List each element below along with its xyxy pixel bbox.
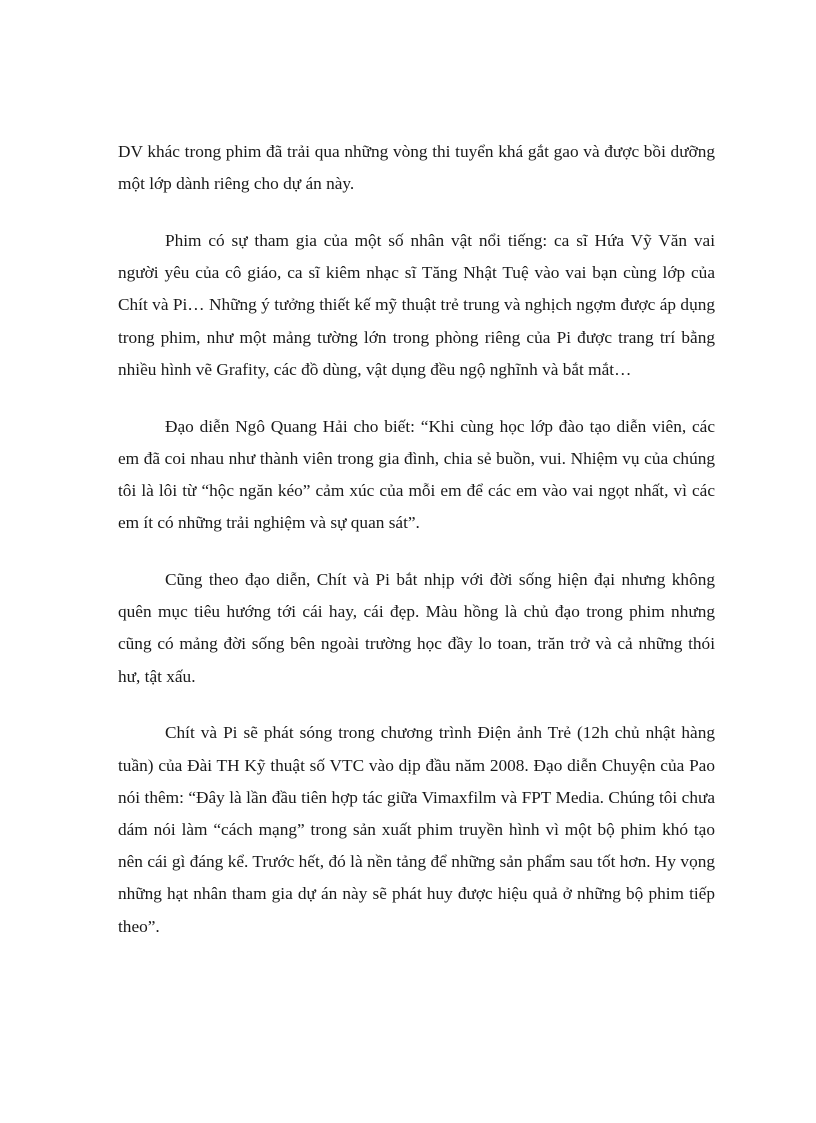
paragraph-broadcast: Chít và Pi sẽ phát sóng trong chương trình Điện ảnh Trẻ (12h chủ nhật hàng tuần) của Đài TH Kỹ thuật số VTC vào dịp đầu năm 2008. Đạo diễn Chuyện của Pao nói thêm: “Đây là lần đầu tiên hợp tác giữa Vimaxfilm và FPT Media. Chúng tôi chưa dám nói làm “cách mạng” trong sản xuất phim truyền hình vì một bộ phim khó tạo nên cái gì đáng kể. Trước hết, đó là nền tảng để những sản phẩm sau tốt hơn. Hy vọng những hạt nhân tham gia dự án này sẽ phát huy được hiệu quả ở những bộ phim tiếp theo”. xyxy=(118,723,715,936)
document-body xyxy=(118,136,715,967)
paragraph-theme: Cũng theo đạo diễn, Chít và Pi bắt nhịp với đời sống hiện đại nhưng không quên mục tiêu hướng tới cái hay, cái đẹp. Màu hồng là chủ đạo trong phim nhưng cũng có mảng đời sống bên ngoài trường học đầy lo toan, trăn trở và cả những thói hư, tật xấu. xyxy=(118,570,715,686)
paragraph-continuation: DV khác trong phim đã trải qua những vòng thi tuyển khá gắt gao và được bồi dưỡng một lớp dành riêng cho dự án này. xyxy=(118,142,715,194)
paragraph-director-quote: Đạo diễn Ngô Quang Hải cho biết: “Khi cùng học lớp đào tạo diễn viên, các em đã coi nhau như thành viên trong gia đình, chia sẻ buồn, vui. Nhiệm vụ của chúng tôi là lôi từ “hộc ngăn kéo” cảm xúc của mỗi em để các em vào vai ngọt nhất, vì các em ít có những trải nghiệm và sự quan sát”. xyxy=(118,416,715,533)
paragraph-cast: Phim có sự tham gia của một số nhân vật nổi tiếng: ca sĩ Hứa Vỹ Văn vai người yêu của cô giáo, ca sĩ kiêm nhạc sĩ Tăng Nhật Tuệ vào vai bạn cùng lớp của Chít và Pi… Những ý tưởng thiết kế mỹ thuật trẻ trung và nghịch ngợm được áp dụng trong phim, như một mảng tường lớn trong phòng riêng của Pi được trang trí bằng nhiều hình vẽ Grafity, các đồ dùng, vật dụng đều ngộ nghĩnh và bắt mắt… xyxy=(118,231,715,379)
